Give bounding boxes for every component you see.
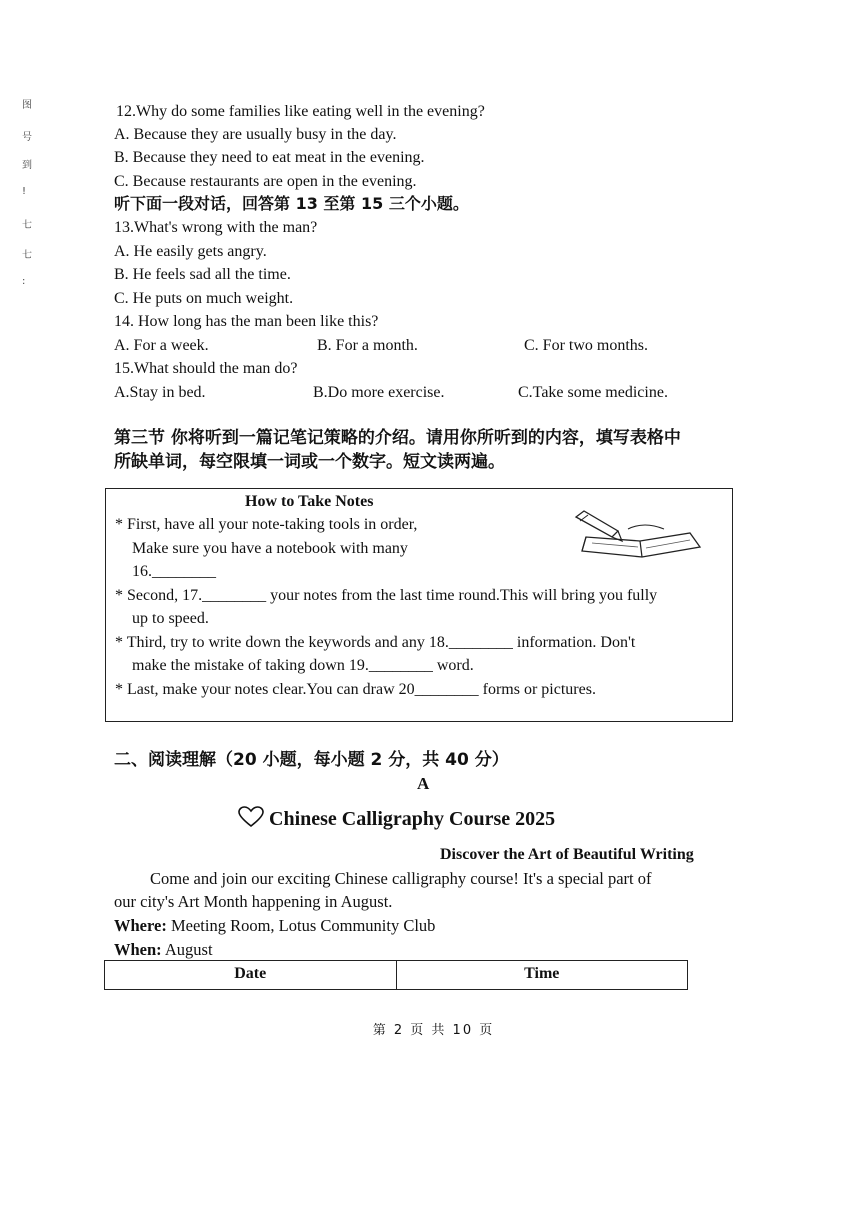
q13-option-b: B. He feels sad all the time. xyxy=(114,266,291,283)
instruction-13-15: 听下面一段对话，回答第 13 至第 15 三个小题。 xyxy=(114,194,469,213)
where-value: Meeting Room, Lotus Community Club xyxy=(166,916,436,935)
q15-option-c: C.Take some medicine. xyxy=(518,384,668,401)
page-footer: 第 2 页 共 10 页 xyxy=(372,1023,495,1038)
notes-line-notebook: Make sure you have a notebook with many xyxy=(132,540,408,557)
margin-mark: 图 xyxy=(22,100,32,111)
q14-option-b: B. For a month. xyxy=(317,337,418,354)
blank-16: 16.________ xyxy=(132,563,216,580)
question-13: 13.What's wrong with the man? xyxy=(114,219,318,236)
q15-option-b: B.Do more exercise. xyxy=(313,384,445,401)
notes-line-second: * Second, 17.________ your notes from the last time round.This will bring you fully xyxy=(115,587,658,604)
course-title: Chinese Calligraphy Course 2025 xyxy=(269,808,556,830)
margin-mark: 七 xyxy=(22,220,32,231)
q13-option-a: A. He easily gets angry. xyxy=(114,243,267,260)
notes-line-speed: up to speed. xyxy=(132,610,209,627)
notes-line-third: * Third, try to write down the keywords and any 18.________ information. Don't xyxy=(115,634,636,651)
q13-option-c: C. He puts on much weight. xyxy=(114,290,294,307)
table-header-time: Time xyxy=(396,961,688,989)
section3-instruction-line2: 所缺单词，每空限填一词或一个数字。短文读两遍。 xyxy=(114,452,505,472)
margin-mark: 号 xyxy=(22,132,32,143)
where-row xyxy=(114,916,435,936)
question-12: 12.Why do some families like eating well in the evening? xyxy=(116,103,485,120)
part2-heading: 二、阅读理解（20 小题，每小题 2 分，共 40 分） xyxy=(114,750,509,770)
heart-icon xyxy=(238,806,264,828)
where-label: Where: xyxy=(114,916,167,935)
intro-line2: our city's Art Month happening in August. xyxy=(114,892,393,911)
table-header-date: Date xyxy=(234,965,267,982)
when-label: When: xyxy=(114,940,162,959)
notes-line-last: * Last, make your notes clear.You can draw 20________ forms or pictures. xyxy=(115,681,596,698)
when-row xyxy=(114,940,213,960)
section3-instruction-line1: 第三节 你将听到一篇记笔记策略的介绍。请用你所听到的内容，填写表格中 xyxy=(114,428,681,448)
question-14: 14. How long has the man been like this? xyxy=(114,313,379,330)
intro-line1: Come and join our exciting Chinese calligraphy course! It's a special part of xyxy=(150,869,652,888)
margin-mark: : xyxy=(22,276,26,287)
q14-option-c: C. For two months. xyxy=(524,337,649,354)
margin-mark: ! xyxy=(22,186,27,197)
course-subtitle: Discover the Art of Beautiful Writing xyxy=(440,846,694,863)
notes-table-box xyxy=(105,488,733,722)
q15-option-a: A.Stay in bed. xyxy=(114,384,206,401)
question-15: 15.What should the man do? xyxy=(114,360,298,377)
q14-option-a: A. For a week. xyxy=(114,337,209,354)
q12-option-c: C. Because restaurants are open in the evening. xyxy=(114,173,417,190)
course-title-row xyxy=(238,806,555,832)
q12-option-a: A. Because they are usually busy in the day. xyxy=(114,126,397,143)
margin-mark: 到 xyxy=(22,160,32,171)
q12-option-b: B. Because they need to eat meat in the evening. xyxy=(114,149,425,166)
notes-title: How to Take Notes xyxy=(245,493,374,510)
notes-line-first: * First, have all your note-taking tools in order, xyxy=(115,516,418,533)
when-value: August xyxy=(161,940,213,959)
notebook-pen-icon xyxy=(572,507,708,559)
section-letter-a: A xyxy=(417,774,430,793)
schedule-table xyxy=(104,960,688,990)
margin-mark: 七 xyxy=(22,250,32,261)
notes-line-mistake: make the mistake of taking down 19.________ word. xyxy=(132,657,474,674)
